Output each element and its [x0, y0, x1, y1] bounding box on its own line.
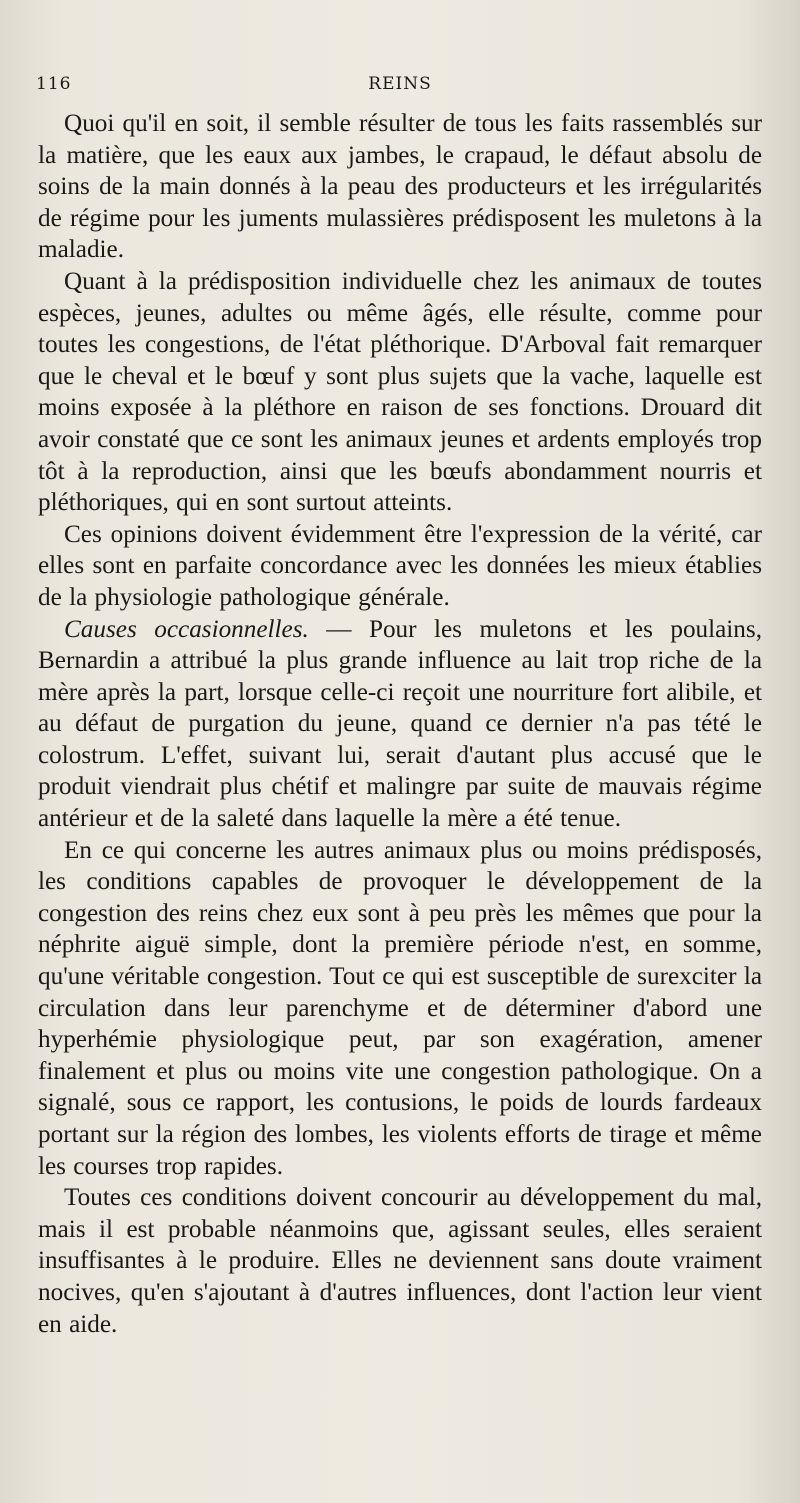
- running-head: [36, 74, 764, 102]
- paragraph-causes: [38, 614, 762, 835]
- paragraph-1: Quoi qu'il en soit, il semble résulter de tous les faits rassemblés sur la matière, que les eaux aux jambes, le crapaud, le défaut absolu de soins de la main donnés à la peau des producteurs et les irrégularités de régime pour les juments mulassières prédisposent les muletons à la maladie.: [38, 110, 762, 264]
- paragraph-3: Ces opinions doivent évidemment être l'expression de la vérité, car elles sont en parfaite concordance avec les données les mieux établies de la physiologie pathologique générale.: [38, 520, 762, 611]
- page-number: 116: [36, 74, 72, 94]
- causes-heading: Causes occasionnelles.: [64, 615, 309, 643]
- paragraph-5: En ce qui concerne les autres animaux plus ou moins prédisposés, les conditions capables de provoquer le développement de la congestion des reins chez eux sont à peu près les mêmes que pour la néphrite aiguë simple, dont la première période n'est, en somme, qu'une véritable congestion. Tout ce qui est susceptible de surexciter la circulation dans leur parenchyme et de déterminer d'abord une hyperhémie physiologique peut, par son exagération, amener finalement et plus ou moins vite une congestion pathologique. On a signalé, sous ce rapport, les contusions, le poids de lourds fardeaux portant sur la région des lombes, les violents efforts de tirage et même les courses trop rapides.: [38, 836, 762, 1180]
- running-title: REINS: [368, 74, 432, 94]
- causes-text: — Pour les muletons et les poulains, Bernardin a attribué la plus grande influence au lait trop riche de la mère après la part, lorsque celle-ci reçoit une nourriture fort alibile, et au défaut de purgation du jeune, quand ce dernier n'a pas tété le colostrum. L'effet, suivant lui, serait d'autant plus accusé que le produit viendrait plus chétif et malingre par suite de mauvais régime antérieur et de la saleté dans laquelle la mère a été tenue.: [38, 615, 763, 833]
- paragraph-6: Toutes ces conditions doivent concourir au développement du mal, mais il est probable néanmoins que, agissant seules, elles seraient insuffisantes à le produire. Elles ne deviennent sans doute vraiment nocives, qu'en s'ajoutant à d'autres influences, dont l'action leur vient en aide.: [38, 1184, 762, 1338]
- paragraph-2: Quant à la prédisposition individuelle chez les animaux de toutes espèces, jeunes, adultes ou même âgés, elle résulte, comme pour toutes les congestions, de l'état pléthorique. D'Arboval fait remarquer que le cheval et le bœuf y sont plus sujets que la vache, laquelle est moins exposée à la pléthore en raison de ses fonctions. Drouard dit avoir constaté que ce sont les animaux jeunes et ardents employés trop tôt à la reproduction, ainsi que les bœufs abondamment nourris et pléthoriques, qui en sont surtout atteints.: [38, 267, 762, 517]
- body-text: [38, 108, 762, 1340]
